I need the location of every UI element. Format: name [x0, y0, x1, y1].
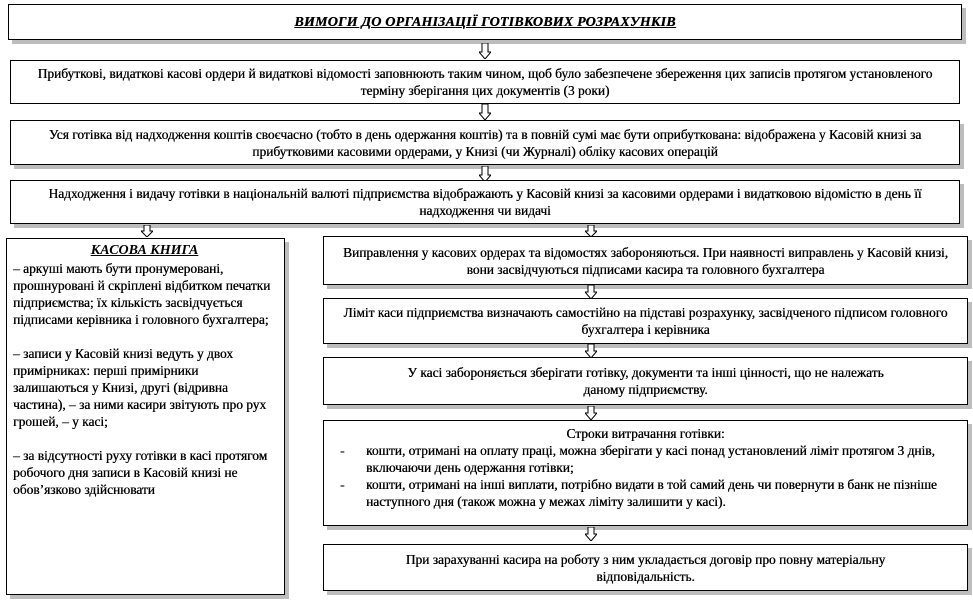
list-dash: -	[340, 443, 345, 458]
rule-box-responsibility	[323, 544, 968, 591]
spending-terms-box	[323, 420, 968, 526]
requirement-box-3	[10, 180, 960, 224]
requirement-text-1: Прибуткові, видаткові касові ордери й видаткові відомості заповнюють таким чином, щоб було забезпечене збереження цих записів протягом установленого терміну зберігання цих документів (3 роки)	[37, 66, 933, 98]
list-dash: -	[340, 477, 345, 492]
arrow-down-icon	[479, 104, 491, 120]
list-item	[336, 442, 955, 476]
title-text: ВИМОГИ ДО ОРГАНІЗАЦІЇ ГОТІВКОВИХ РОЗРАХУНКІВ	[294, 14, 676, 30]
spending-terms-title: Строки витрачання готівки:	[566, 426, 725, 441]
cash-book-box	[6, 238, 285, 595]
list-item-text: кошти, отримані на оплату праці, можна зберігати у касі понад установлений ліміт протягом 3 днів, включаючи день одержання готівки;	[366, 443, 935, 475]
rule-box-limit	[323, 298, 968, 344]
arrow-down-icon	[585, 527, 597, 543]
rule-text-responsibility: При зарахуванні касира на роботу з ним укладається договір про повну матеріальну відповідальність.	[405, 551, 886, 584]
requirement-text-3: Надходження і видачу готівки в національній валюті підприємства відображають у Касовій книзі за касовими ордерами і видатковою відомістю в день її надходження чи видачі	[48, 186, 922, 218]
requirement-box-1	[10, 60, 960, 104]
rule-text-corrections: Виправлення у касових ордерах та відомостях забороняються. При наявності виправлень у Касовій книзі, вони засвідчуються підписами касира та головного бухгалтера	[343, 244, 948, 277]
rule-box-storage	[323, 357, 968, 405]
rule-box-corrections	[323, 236, 968, 285]
cash-book-title: КАСОВА КНИГА	[90, 243, 199, 258]
diagram-title	[8, 4, 962, 40]
rule-text-storage: У касі забороняється зберігати готівку, документи та інші цінності, що не належать даному підприємству.	[407, 365, 884, 397]
requirement-box-2	[10, 120, 960, 165]
list-item-text: кошти, отримані на інші виплати, потрібно видати в той самий день чи повернути в банк не пізніше наступного дня (також можна у межах ліміту залишити у касі).	[366, 477, 937, 509]
arrow-down-icon	[479, 43, 491, 59]
requirement-text-2: Уся готівка від надходження коштів своєчасно (тобто в день одержання коштів) та в повній сумі має бути оприбуткована: відображена у Касовій книзі за прибутковими касовими ордерами, у Книзі (чи Журналі) обліку касових операцій	[48, 126, 922, 159]
cash-book-paragraph: – записи у Касовій книзі ведуть у двох примірниках: перші примірники залишаються у Книзі, другі (відривна частина), – за ними касири звітують про рух грошей, – у касі;	[13, 346, 267, 429]
rule-text-limit: Ліміт каси підприємства визначають самостійно на підставі розрахунку, засвідченого підписом головного бухгалтера і керівника	[343, 305, 948, 337]
cash-book-paragraph: – аркуші мають бути пронумеровані, прошнуровані й скріплені відбитком печатки підприємства; їх кількість засвідчується підписами керівника і головного бухгалтера;	[13, 261, 271, 327]
list-item	[336, 476, 955, 510]
cash-book-paragraph: – за відсутності руху готівки в касі протягом робочого дня записи в Касовій книзі не обов’язково здійснювати	[13, 448, 268, 497]
